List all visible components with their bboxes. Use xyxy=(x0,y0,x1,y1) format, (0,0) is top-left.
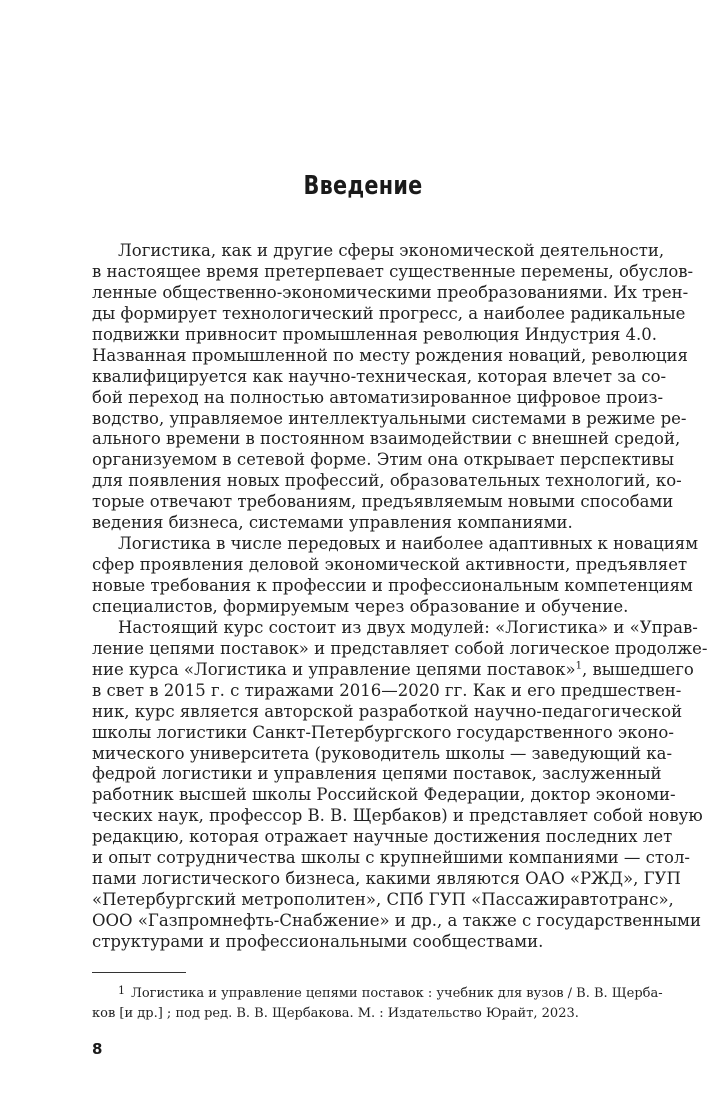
paragraph-1-line: водство, управляемое интеллектуальными системами в режиме ре- xyxy=(92,408,687,428)
paragraph-3-line: ник, курс является авторской разработкой научно-педагогической xyxy=(92,701,683,721)
paragraph-3-line: в свет в 2015 г. с тиражами 2016—2020 гг. Как и его предшествен- xyxy=(92,680,682,700)
paragraph-1-line: ального времени в постоянном взаимодействии с внешней средой, xyxy=(92,429,681,449)
paragraph-3-line: работник высшей школы Российской Федерации, доктор экономи- xyxy=(92,785,676,805)
paragraph-1-line: бой переход на полностью автоматизированное цифровое произ- xyxy=(92,387,664,407)
paragraph-3-line: Настоящий курс состоит из двух модулей: «Логистика» и «Управ- xyxy=(118,617,698,637)
chapter-title: Введение xyxy=(303,171,423,201)
footnote-number: 1 xyxy=(118,984,125,997)
body-text xyxy=(92,241,708,953)
paragraph-1-line: в настоящее время претерпевает существенные перемены, обуслов- xyxy=(92,261,694,281)
footnote xyxy=(92,981,663,1023)
paragraph-3-text: , вышедшего xyxy=(582,659,694,679)
paragraph-1-line: Логистика, как и другие сферы экономической деятельности, xyxy=(118,241,665,260)
paragraph-3-line: пами логистического бизнеса, какими являются ОАО «РЖД», ГУП xyxy=(92,869,681,889)
paragraph-3-line: структурами и профессиональными сообществами. xyxy=(92,931,544,951)
paragraph-3-text: ние курса «Логистика и управление цепями поставок» xyxy=(92,659,576,679)
paragraph-3-line-with-footnote-ref xyxy=(92,659,694,681)
footnote-line xyxy=(92,981,663,1004)
paragraph-3-line: ООО «Газпромнефть-Снабжение» и др., а также с государственными xyxy=(92,911,702,930)
paragraph-3-line: мического университета (руководитель школы — заведующий ка- xyxy=(92,743,673,763)
page-number: 8 xyxy=(92,1040,103,1058)
paragraph-1-line: подвижки привносит промышленная революция Индустрия 4.0. xyxy=(92,324,658,344)
paragraph-3-line: и опыт сотрудничества школы с крупнейшими компаниями — стол- xyxy=(92,848,691,868)
paragraph-1-line: ведения бизнеса, системами управления компаниями. xyxy=(92,513,573,533)
footnote-line: ков [и др.] ; под ред. В. В. Щербакова. М. : Издательство Юрайт, 2023. xyxy=(92,1005,579,1021)
paragraph-2-line: новые требования к профессии и профессиональным компетенциям xyxy=(92,576,693,595)
paragraph-3-line: школы логистики Санкт-Петербургского государственного эконо- xyxy=(92,722,674,742)
paragraph-3-line: редакцию, которая отражает научные достижения последних лет xyxy=(92,827,673,847)
paragraph-2-line: специалистов, формируемым через образование и обучение. xyxy=(92,596,629,616)
paragraph-1-line: торые отвечают требованиям, предъявляемым новыми способами xyxy=(92,492,674,512)
paragraph-1-line: организуемом в сетевой форме. Этим она открывает перспективы xyxy=(92,450,675,470)
paragraph-1-line: квалифицируется как научно-техническая, которая влечет за со- xyxy=(92,366,667,386)
paragraph-3-line: «Петербургский метрополитен», СПб ГУП «Пассажиравтотранс», xyxy=(92,890,674,910)
paragraph-1-line: Названная промышленной по месту рождения новаций, революция xyxy=(92,345,688,365)
footnote-text: Логистика и управление цепями поставок : учебник для вузов / В. В. Щерба- xyxy=(131,986,663,1001)
paragraph-2-line: сфер проявления деловой экономической активности, предъявляет xyxy=(92,555,688,575)
paragraph-1-line: ды формирует технологический прогресс, а наиболее радикальные xyxy=(92,303,686,323)
paragraph-3-line: ческих наук, профессор В. В. Щербаков) и представляет собой новую xyxy=(92,806,703,826)
paragraph-1-line: ленные общественно-экономическими преобразованиями. Их трен- xyxy=(92,282,689,302)
paragraph-1-line: для появления новых профессий, образовательных технологий, ко- xyxy=(92,471,682,491)
paragraph-3-line: федрой логистики и управления цепями поставок, заслуженный xyxy=(92,764,662,784)
footnote-divider xyxy=(92,972,186,973)
paragraph-3-line: ление цепями поставок» и представляет собой логическое продолже- xyxy=(92,638,708,658)
footnote-reference[interactable]: 1 xyxy=(575,660,582,672)
paragraph-2-line: Логистика в числе передовых и наиболее адаптивных к новациям xyxy=(118,534,699,554)
